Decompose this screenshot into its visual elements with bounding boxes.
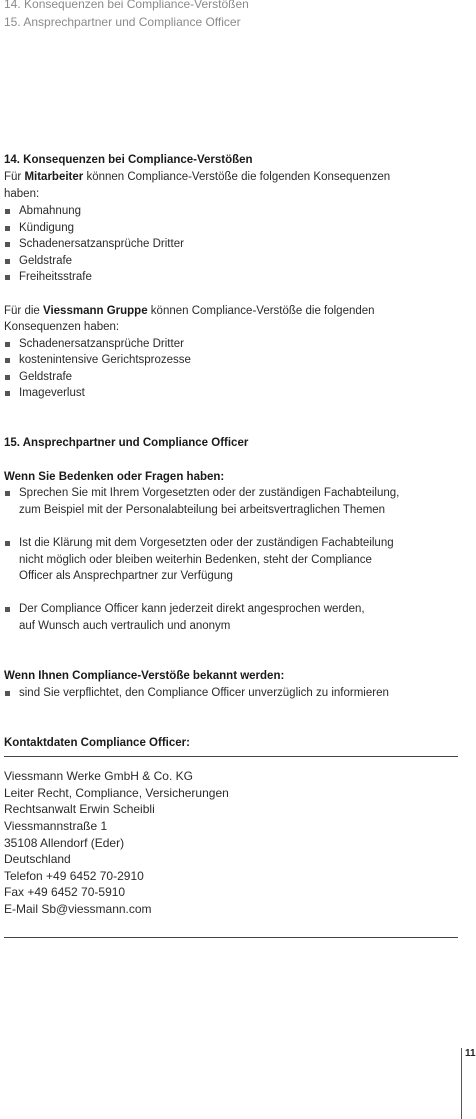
list-item: kostenintensive Gerichtsprozesse xyxy=(4,352,191,369)
list-item: sind Sie verpflichtet, den Compliance Officer unverzüglich zu informieren xyxy=(4,685,389,702)
page-number: 11 xyxy=(465,1048,476,1059)
contact-fax: Fax +49 6452 70-5910 xyxy=(4,885,126,899)
contact-line: Viessmannstraße 1 xyxy=(4,819,108,833)
list-item: Freiheitsstrafe xyxy=(4,269,92,286)
contact-line: Rechtsanwalt Erwin Scheibli xyxy=(4,802,155,816)
list-item: Schadenersatzansprüche Dritter xyxy=(4,236,184,253)
contact-phone: Telefon +49 6452 70-2910 xyxy=(4,869,144,883)
section-14-paragraph-1: Für Mitarbeiter können Compliance-Verstöße die folgenden Konsequenzen xyxy=(4,171,391,183)
subheading-concerns: Wenn Sie Bedenken oder Fragen haben: xyxy=(4,471,225,483)
divider xyxy=(4,937,458,938)
contact-line: 35108 Allendorf (Eder) xyxy=(4,836,125,850)
contact-line: Deutschland xyxy=(4,852,71,866)
list-item: Geldstrafe xyxy=(4,369,72,386)
section-14-paragraph-2: Für die Viessmann Gruppe können Compliance-Verstöße die folgenden xyxy=(4,305,375,317)
contact-email: E-Mail Sb@viessmann.com xyxy=(4,902,152,916)
list-item: Imageverlust xyxy=(4,385,85,402)
section-14-paragraph-2-cont: Konsequenzen haben: xyxy=(4,321,120,333)
section-15-heading: 15. Ansprechpartner und Compliance Officer xyxy=(4,437,249,449)
contact-heading: Kontaktdaten Compliance Officer: xyxy=(4,737,190,749)
section-14-paragraph-1-cont: haben: xyxy=(4,188,40,200)
list-item: Kündigung xyxy=(4,220,74,237)
section-14-heading: 14. Konsequenzen bei Compliance-Verstößen xyxy=(4,154,253,166)
list-item: Abmahnung xyxy=(4,203,81,220)
list-item: Schadenersatzansprüche Dritter xyxy=(4,336,184,353)
list-item: Der Compliance Officer kann jederzeit direkt angesprochen werden, auf Wunsch auch vertraulich und anonym xyxy=(4,601,365,634)
subheading-violations: Wenn Ihnen Compliance-Verstöße bekannt werden: xyxy=(4,670,285,682)
list-item: Geldstrafe xyxy=(4,253,72,270)
toc-entry-14: 14. Konsequenzen bei Compliance-Verstößen xyxy=(4,0,249,11)
list-item: Sprechen Sie mit Ihrem Vorgesetzten oder der zuständigen Fachabteilung, zum Beispiel mit der Personalabteilung bei arbeitsvertraglichen Themen xyxy=(4,485,399,518)
divider xyxy=(4,756,458,757)
list-item: Ist die Klärung mit dem Vorgesetzten oder der zuständigen Fachabteilung nicht möglich oder bleiben weiterhin Bedenken, steht der Compliance Officer als Ansprechpartner zur Verfügung xyxy=(4,535,394,585)
toc-entry-15: 15. Ansprechpartner und Compliance Officer xyxy=(4,15,241,29)
contact-line: Viessmann Werke GmbH & Co. KG xyxy=(4,769,193,783)
contact-line: Leiter Recht, Compliance, Versicherungen xyxy=(4,786,229,800)
page-margin-line xyxy=(461,1048,462,1119)
